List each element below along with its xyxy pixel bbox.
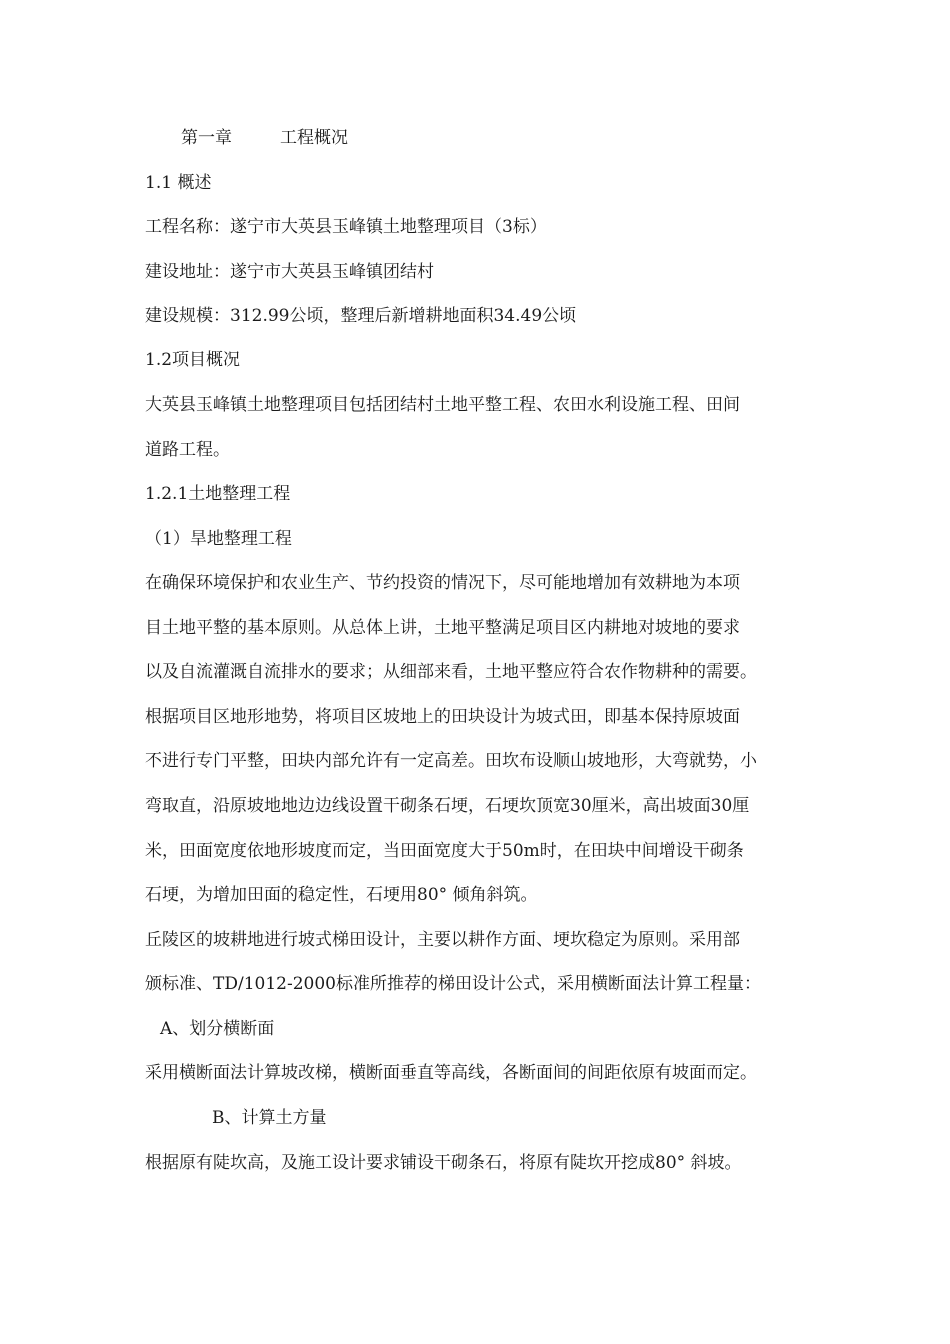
section-heading: 1.2项目概况 (145, 350, 241, 370)
paragraph-line: 目土地平整的基本原则。从总体上讲，土地平整满足项目区内耕地对坡地的要求 (145, 618, 740, 638)
chapter-heading (181, 127, 861, 149)
step-heading: A、划分横断面 (160, 1019, 275, 1039)
paragraph-line: 弯取直，沿原坡地地边边线设置干砌条石埂，石埂坎顶宽30厘米，高出坡面30厘 (145, 796, 750, 816)
section-heading: 1.1 概述 (145, 173, 212, 193)
chapter-number: 第一章 (181, 128, 232, 148)
chapter-title: 工程概况 (280, 128, 348, 148)
paragraph-line: 根据原有陡坎高，及施工设计要求铺设干砌条石，将原有陡坎开挖成80° 斜坡。 (145, 1153, 742, 1173)
paragraph-line: 根据项目区地形地势，将项目区坡地上的田块设计为坡式田，即基本保持原坡面 (145, 707, 740, 727)
project-name: 工程名称：遂宁市大英县玉峰镇土地整理项目（3标） (145, 217, 547, 237)
paragraph-line: 米，田面宽度依地形坡度而定，当田面宽度大于50m时，在田块中间增设干砌条 (145, 841, 744, 861)
subsection-heading: 1.2.1土地整理工程 (145, 484, 291, 504)
paragraph-line: 采用横断面法计算坡改梯，横断面垂直等高线，各断面间的间距依原有坡面而定。 (145, 1063, 757, 1083)
paragraph-line: 道路工程。 (145, 440, 230, 460)
paragraph-line: 以及自流灌溉自流排水的要求；从细部来看，土地平整应符合农作物耕种的需要。 (145, 662, 757, 682)
subsection-heading: （1）旱地整理工程 (145, 529, 292, 549)
paragraph-line: 丘陵区的坡耕地进行坡式梯田设计，主要以耕作方面、埂坎稳定为原则。采用部 (145, 930, 740, 950)
paragraph-line: 大英县玉峰镇土地整理项目包括团结村土地平整工程、农田水利设施工程、田间 (145, 395, 740, 415)
paragraph-line: 颁标准、TD/1012-2000标准所推荐的梯田设计公式，采用横断面法计算工程量： (145, 974, 761, 994)
paragraph-line: 不进行专门平整，田块内部允许有一定高差。田坎布设顺山坡地形，大弯就势，小 (145, 751, 757, 771)
step-heading: B、计算土方量 (212, 1108, 327, 1128)
construction-scale: 建设规模：312.99公顷，整理后新增耕地面积34.49公顷 (145, 306, 577, 326)
construction-address: 建设地址：遂宁市大英县玉峰镇团结村 (145, 262, 434, 282)
paragraph-line: 在确保环境保护和农业生产、节约投资的情况下，尽可能地增加有效耕地为本项 (145, 573, 740, 593)
paragraph-line: 石埂，为增加田面的稳定性，石埂用80° 倾角斜筑。 (145, 885, 538, 905)
